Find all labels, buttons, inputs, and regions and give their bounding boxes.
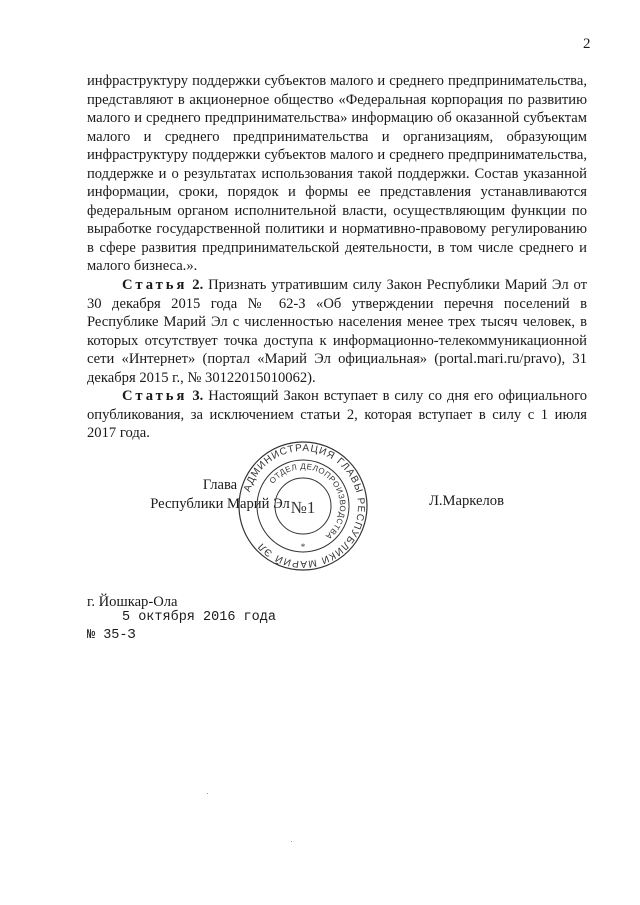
signature-title-line1: Глава [202,477,238,493]
stamp-outer-text: АДМИНИСТРАЦИЯ ГЛАВЫ РЕСПУБЛИКИ МАРИЙ ЭЛ [241,442,367,570]
signature-name: Л.Маркелов [429,493,504,509]
law-body-text [87,72,587,443]
stamp-star-icon: * [300,542,306,552]
page-number: 2 [583,36,591,52]
article-3-label: Статья [122,388,188,405]
article-3 [87,387,587,443]
stamp-inner-text: ОТДЕЛ ДЕЛОПРОИЗВОДСТВА [267,461,348,542]
stamp-number: №1 [290,498,316,517]
article-2-text: Признать утратившим силу Закон Республики Марий Эл от 30 декабря 2015 года № 62-З «Об утверждении перечня поселений в Республике Марий Эл с численностью населения менее трех тысяч человек, в которых отсутствует точка доступа к информационно-телекоммуникационной сети «Интернет» (портал «Марий Эл официальная» (portal.mari.ru/pravo), 31 декабря 2015 г., № 30122015010062). [87,277,588,386]
article-3-number: 3. [192,388,204,405]
scan-speck [291,841,292,842]
scan-speck [207,793,208,794]
paragraph-continuation: инфраструктуру поддержки субъектов малого и среднего предпринимательства, представляют в акционерное общество «Федеральная корпорация по развитию малого и среднего предпринимательства» информацию об оказанной субъектам малого и среднего предпринимательства и организациям, образующим инфраструктуру поддержки субъектов малого и среднего предпринимательства, поддержке и о результатах использования такой поддержки. Состав указанной информации, сроки, порядок и формы ее представления устанавливаются федеральным органом исполнительной власти, осуществляющим функции по выработке государственной политики и нормативно-правовому регулированию в сфере развития предпринимательской деятельности, в том числе среднего и малого бизнеса.». [87,73,587,275]
signature-title-line2: Республики Марий Эл [150,495,290,512]
article-2 [87,276,587,387]
signing-date: 5 октября 2016 года [122,610,276,625]
article-2-number: 2. [192,277,204,294]
article-3-text: Настоящий Закон вступает в силу со дня его официального опубликования, за исключением статьи 2, которая вступает в силу с 1 июля 2017 года. [87,388,587,442]
law-number: № 35-З [87,628,136,643]
place-of-signing: г. Йошкар-Ола [87,594,178,610]
article-2-label: Статья [122,277,188,294]
signature-title [130,476,310,513]
